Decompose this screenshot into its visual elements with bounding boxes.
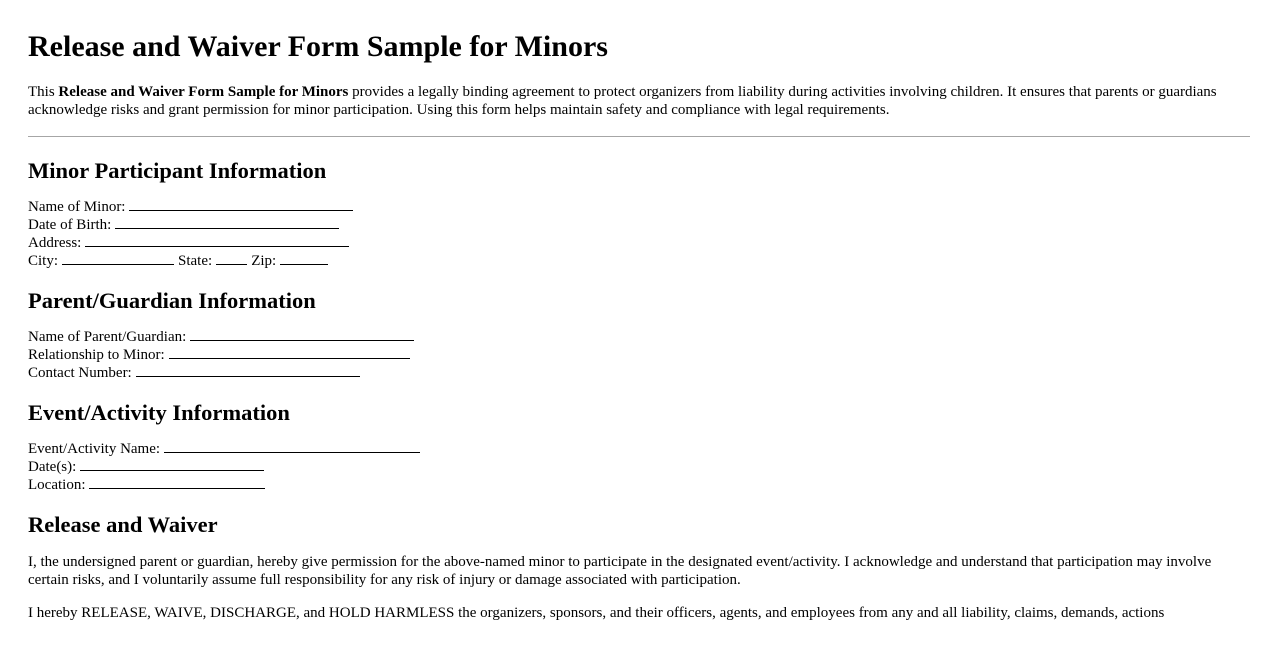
minor-address-field	[28, 234, 1250, 252]
guardian-name-label: Name of Parent/Guardian:	[28, 329, 187, 345]
event-dates-field	[28, 458, 1250, 476]
minor-zip-label: Zip:	[251, 253, 277, 269]
event-name-blank[interactable]	[164, 451, 420, 453]
guardian-relationship-label: Relationship to Minor:	[28, 347, 165, 363]
minor-name-blank[interactable]	[129, 209, 353, 211]
guardian-contact-label: Contact Number:	[28, 365, 132, 381]
event-dates-blank[interactable]	[80, 469, 264, 471]
intro-text-end: provides a legally binding agreement to protect organizers from liability during activities involving children. It ensures that parents or guardians acknowledge risks and grant permission for minor participation. Using this form helps maintain safety and compliance with legal requirements.	[28, 84, 1217, 118]
minor-dob-field	[28, 216, 1250, 234]
minor-name-label: Name of Minor:	[28, 199, 126, 215]
minor-info-fields	[28, 198, 1250, 270]
release-paragraph-continued: I hereby RELEASE, WAIVE, DISCHARGE, and HOLD HARMLESS the organizers, sponsors, and their officers, agents, and employees from any and all liability, claims, demands, actions	[28, 605, 1165, 621]
minor-city-label: City:	[28, 253, 59, 269]
release-paragraph: I, the undersigned parent or guardian, hereby give permission for the above-named minor to participate in the designated event/activity. I acknowledge and understand that participation may involve certain risks, and I voluntarily assume full responsibility for any risk of injury or damage associated with participation.	[28, 554, 1212, 588]
event-dates-label: Date(s):	[28, 459, 77, 475]
event-name-label: Event/Activity Name:	[28, 441, 161, 457]
minor-state-label: State:	[178, 253, 213, 269]
minor-info-heading: Minor Participant Information	[28, 158, 327, 183]
intro-paragraph	[28, 74, 1250, 119]
event-location-blank[interactable]	[89, 487, 265, 489]
minor-city-blank[interactable]	[62, 263, 174, 265]
minor-city-state-zip-field	[28, 252, 1250, 270]
intro-bold-title: Release and Waiver Form Sample for Minors	[58, 84, 349, 100]
guardian-relationship-field	[28, 346, 1250, 364]
guardian-name-blank[interactable]	[190, 339, 414, 341]
minor-state-blank[interactable]	[216, 263, 247, 265]
event-info-fields	[28, 440, 1250, 494]
guardian-name-field	[28, 328, 1250, 346]
event-name-field	[28, 440, 1250, 458]
event-location-field	[28, 476, 1250, 494]
minor-address-label: Address:	[28, 235, 82, 251]
guardian-relationship-blank[interactable]	[169, 357, 410, 359]
guardian-info-heading: Parent/Guardian Information	[28, 288, 316, 313]
section-divider	[28, 136, 1250, 137]
event-info-heading: Event/Activity Information	[28, 400, 290, 425]
minor-zip-blank[interactable]	[280, 263, 328, 265]
guardian-contact-blank[interactable]	[136, 375, 360, 377]
minor-address-blank[interactable]	[85, 245, 349, 247]
guardian-info-fields	[28, 328, 1250, 382]
minor-dob-blank[interactable]	[115, 227, 339, 229]
guardian-contact-field	[28, 364, 1250, 382]
intro-text-start: This	[28, 84, 59, 100]
page-title: Release and Waiver Form Sample for Minors	[28, 30, 608, 63]
release-waiver-heading: Release and Waiver	[28, 512, 218, 537]
minor-dob-label: Date of Birth:	[28, 217, 112, 233]
event-location-label: Location:	[28, 477, 86, 493]
minor-name-field	[28, 198, 1250, 216]
